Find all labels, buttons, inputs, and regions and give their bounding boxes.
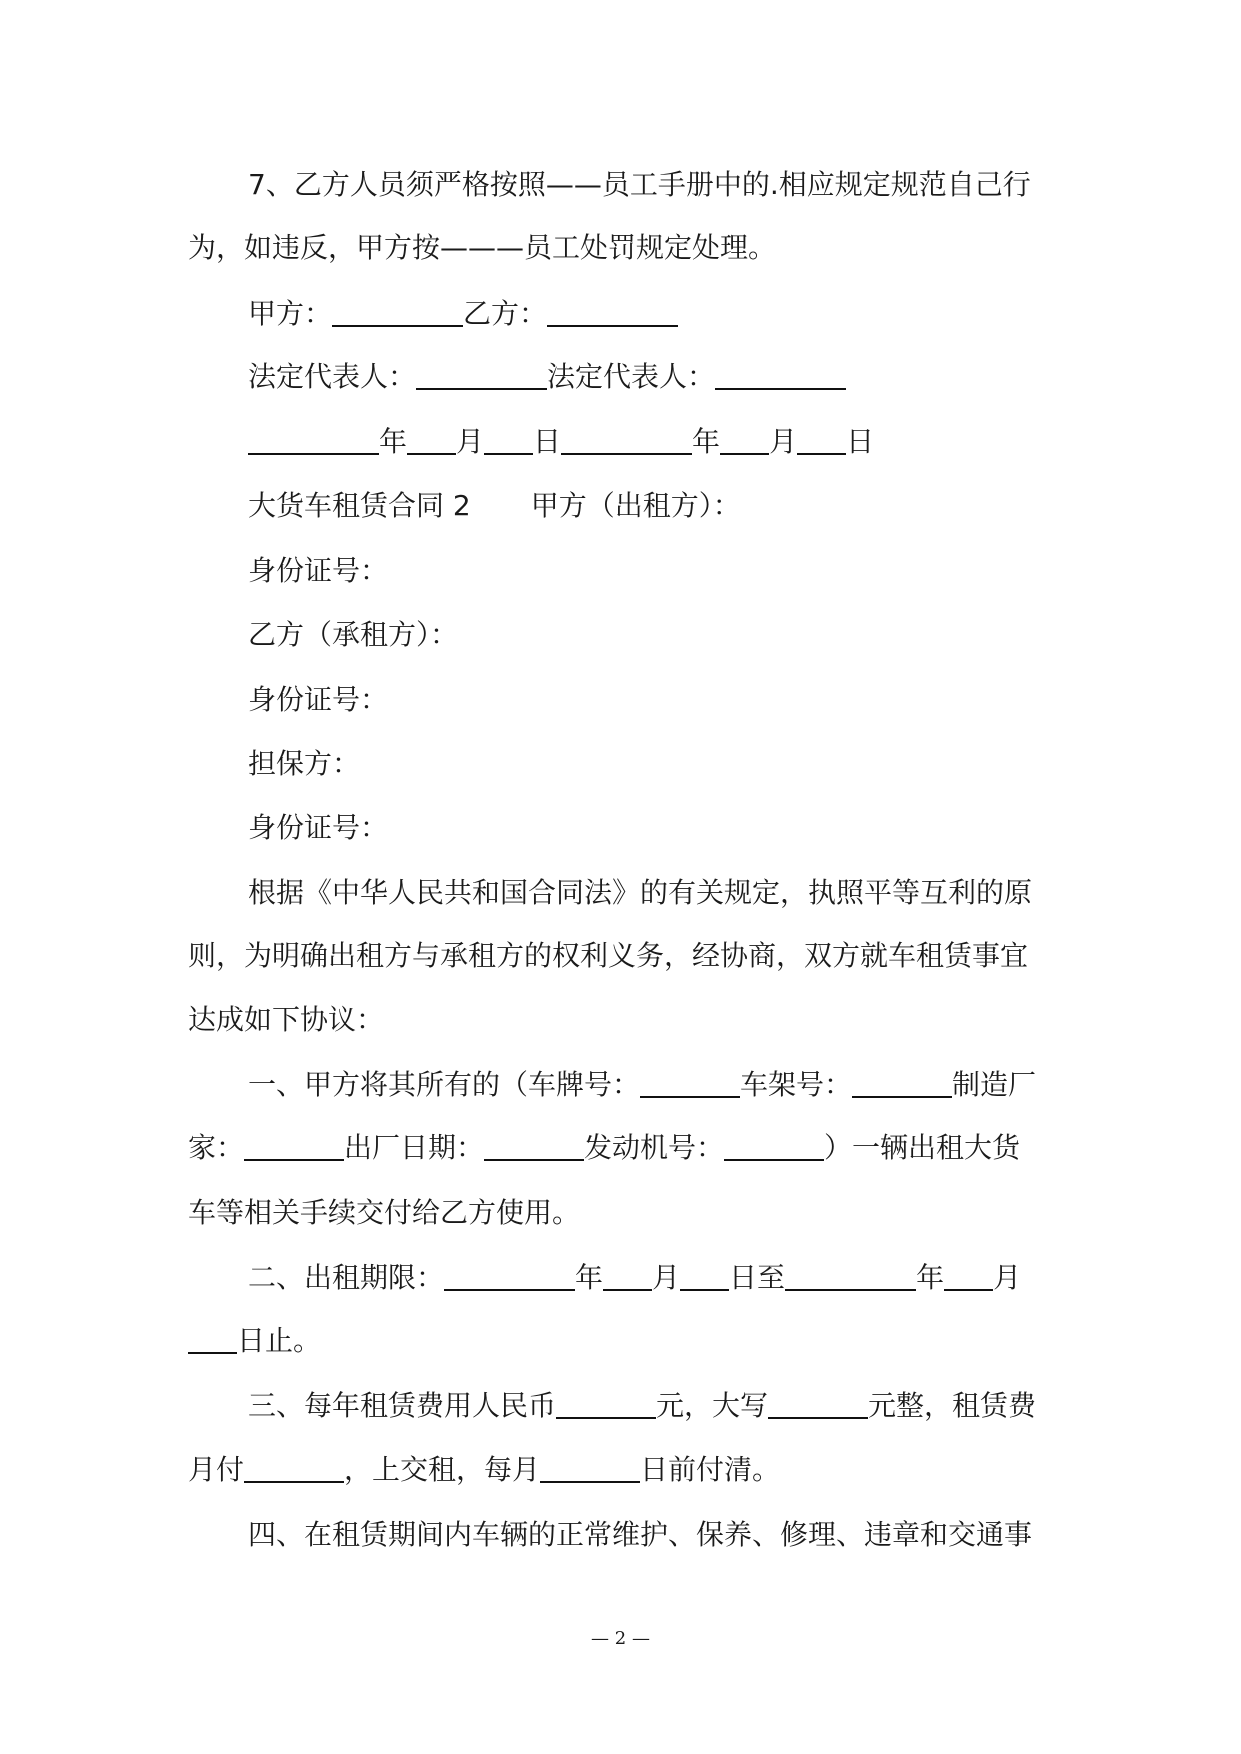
text: 一、甲方将其所有的（车牌号： [248,1068,641,1101]
id-number-line [248,551,388,591]
clause-3-line-2 [188,1450,780,1490]
text: 发动机号： [584,1131,725,1164]
signature-parties-line [248,294,678,334]
guarantor-label: 担保方： [248,747,361,780]
intro-line-2 [188,936,1028,976]
year-label: 年 [575,1261,604,1294]
clause-2-line-2 [188,1321,321,1361]
day-blank [188,1322,237,1354]
rep-b-blank [715,358,846,390]
day-blank [484,423,533,455]
party-b-label: 乙方： [463,297,548,330]
text: 7、乙方人员须严格按照——员工手册中的.相应规定规范自己行 [248,168,1031,201]
clause-4-line-1 [248,1515,1032,1555]
clause-1-line-2 [188,1128,1020,1168]
text: 元，大写 [656,1389,769,1422]
clause-1-line-1 [248,1065,1036,1105]
page-number: — 2 — [591,1628,650,1649]
text: 三、每年租赁费用人民币 [248,1389,557,1422]
party-a-blank [332,295,463,327]
engine-number-blank [724,1129,824,1161]
clause-2-line-1 [248,1258,1021,1298]
day-blank [680,1259,729,1291]
day-label: 日 [846,425,875,458]
month-label: 月 [769,425,798,458]
text: 四、在租赁期间内车辆的正常维护、保养、修理、违章和交通事 [248,1518,1033,1551]
day-label: 日 [533,425,562,458]
text: 二、出租期限： [248,1261,445,1294]
representative-line [248,357,846,397]
id-number-line [248,680,388,720]
contract-2-header [248,486,741,526]
pay-day-blank [540,1451,640,1483]
year-blank [561,423,692,455]
rep-b-label: 法定代表人： [547,360,716,393]
manufacturer-blank [244,1129,344,1161]
amount-uppercase-blank [768,1387,868,1419]
plate-number-blank [640,1066,740,1098]
clause-7-line-1 [248,165,1031,205]
text: 出厂日期： [344,1131,485,1164]
guarantor-line [248,744,360,784]
intro-line-1 [248,873,1032,913]
rep-a-blank [416,358,547,390]
year-label: 年 [692,425,721,458]
year-label: 年 [916,1261,945,1294]
text: 根据《中华人民共和国合同法》的有关规定，执照平等互利的原 [248,876,1033,909]
amount-blank [556,1387,656,1419]
day-blank [797,423,846,455]
frame-number-blank [852,1066,952,1098]
text: 车架号： [740,1068,853,1101]
year-label: 年 [379,425,408,458]
party-a-lessor: 甲方（出租方）： [530,489,741,522]
id-number-label: 身份证号： [248,683,389,716]
text: 为，如违反，甲方按———员工处罚规定处理。 [188,231,777,264]
clause-7-line-2 [188,228,776,268]
month-label: 月 [652,1261,681,1294]
text: 日止。 [237,1324,322,1357]
text: ，上交租，每月 [344,1453,541,1486]
month-blank [407,423,456,455]
monthly-blank [244,1451,344,1483]
year-blank [444,1259,575,1291]
party-b-lessee-line [248,615,458,655]
text: 则，为明确出租方与承租方的权利义务，经协商，双方就车租赁事宜 [188,939,1029,972]
text: 日至 [729,1261,786,1294]
id-number-label: 身份证号： [248,554,389,587]
rep-a-label: 法定代表人： [248,360,417,393]
party-b-blank [547,295,678,327]
month-label: 月 [456,425,485,458]
party-b-lessee: 乙方（承租方）： [248,618,459,651]
contract-title: 大货车租赁合同 2 [248,489,471,522]
text: 日前付清。 [640,1453,781,1486]
id-number-label: 身份证号： [248,811,389,844]
month-blank [944,1259,993,1291]
text: 家： [188,1131,245,1164]
party-a-label: 甲方： [248,297,333,330]
clause-1-line-3 [188,1193,580,1233]
text: 达成如下协议： [188,1003,385,1036]
month-label: 月 [993,1261,1022,1294]
clause-3-line-1 [248,1386,1036,1426]
id-number-line [248,808,388,848]
year-blank [248,423,379,455]
month-blank [603,1259,652,1291]
text: ）一辆出租大货 [824,1131,1021,1164]
production-date-blank [484,1129,584,1161]
text: 月付 [188,1453,245,1486]
signing-date-line [248,422,874,462]
intro-line-3 [188,1000,384,1040]
text: 元整，租赁费 [868,1389,1037,1422]
year-blank [785,1259,916,1291]
month-blank [720,423,769,455]
text: 制造厂 [952,1068,1037,1101]
text: 车等相关手续交付给乙方使用。 [188,1196,581,1229]
